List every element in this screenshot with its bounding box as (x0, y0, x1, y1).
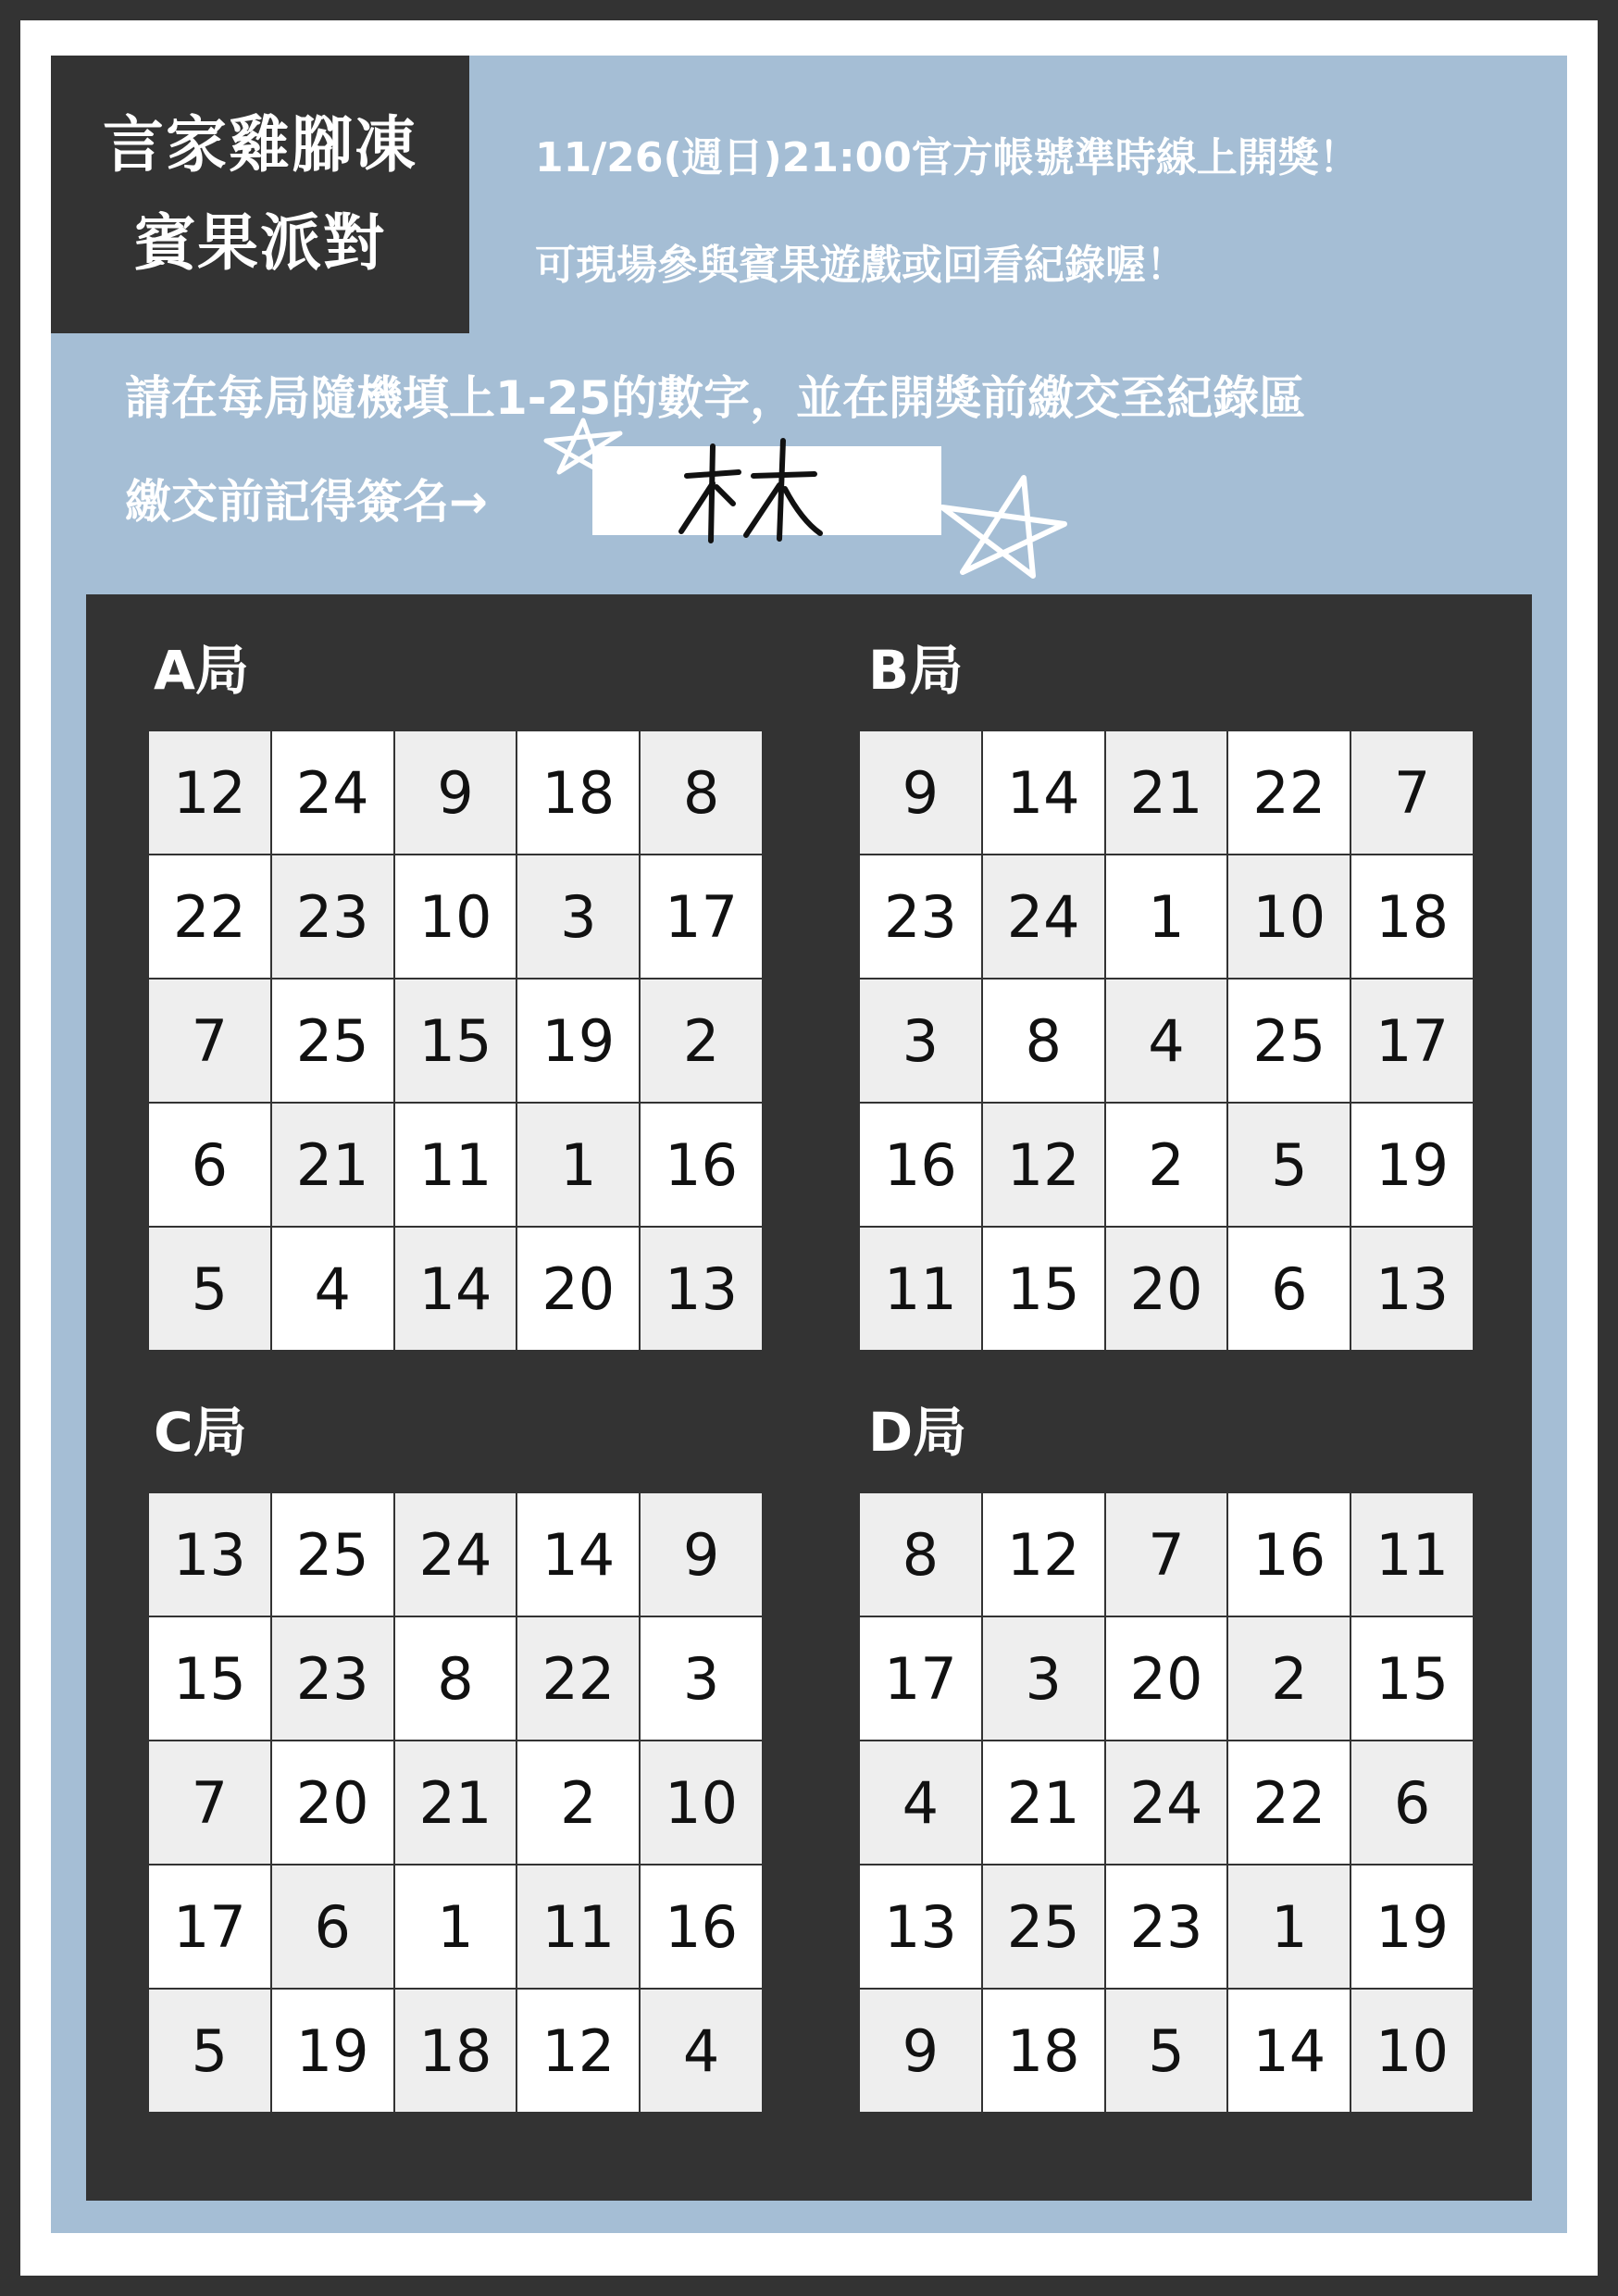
bingo-cell[interactable]: 14 (395, 1228, 517, 1350)
replay-info: 可現場參與賓果遊戲或回看紀錄喔！ (535, 242, 1187, 289)
bingo-cell[interactable]: 19 (1351, 1866, 1473, 1988)
bingo-cell[interactable]: 21 (983, 1741, 1104, 1864)
bingo-cell[interactable]: 5 (149, 1228, 270, 1350)
bingo-cell[interactable]: 24 (983, 855, 1104, 978)
bingo-cell[interactable]: 16 (641, 1866, 762, 1988)
bingo-cell[interactable]: 14 (1228, 1990, 1350, 2112)
bingo-cell[interactable]: 15 (1351, 1617, 1473, 1740)
bingo-cell[interactable]: 15 (395, 980, 517, 1102)
bingo-cell[interactable]: 4 (1106, 980, 1227, 1102)
bingo-cell[interactable]: 24 (1106, 1741, 1227, 1864)
bingo-cell[interactable]: 20 (1106, 1228, 1227, 1350)
bingo-cell[interactable]: 21 (1106, 731, 1227, 854)
bingo-cell[interactable]: 10 (1228, 855, 1350, 978)
bingo-cell[interactable]: 21 (395, 1741, 517, 1864)
bingo-cell[interactable]: 17 (149, 1866, 270, 1988)
bingo-cell[interactable]: 11 (517, 1866, 639, 1988)
bingo-cell[interactable]: 12 (983, 1104, 1104, 1226)
bingo-cell[interactable]: 11 (1351, 1493, 1473, 1616)
bingo-cell[interactable]: 13 (860, 1866, 981, 1988)
round-label-c: C局 (154, 1401, 247, 1464)
bingo-cell[interactable]: 14 (983, 731, 1104, 854)
bingo-cell[interactable]: 9 (860, 1990, 981, 2112)
bingo-cell[interactable]: 10 (1351, 1990, 1473, 2112)
bingo-cell[interactable]: 10 (641, 1741, 762, 1864)
bingo-cell[interactable]: 19 (1351, 1104, 1473, 1226)
bingo-cell[interactable]: 25 (983, 1866, 1104, 1988)
bingo-cell[interactable]: 7 (149, 980, 270, 1102)
bingo-cell[interactable]: 2 (641, 980, 762, 1102)
bingo-cell[interactable]: 8 (983, 980, 1104, 1102)
star-doodle-icon (935, 470, 1074, 581)
bingo-cell[interactable]: 4 (272, 1228, 393, 1350)
bingo-cell[interactable]: 7 (1106, 1493, 1227, 1616)
bingo-cell[interactable]: 14 (517, 1493, 639, 1616)
bingo-cell[interactable]: 22 (517, 1617, 639, 1740)
bingo-cell[interactable]: 17 (860, 1617, 981, 1740)
bingo-cell[interactable]: 22 (1228, 731, 1350, 854)
bingo-cell[interactable]: 11 (860, 1228, 981, 1350)
instruction-text: 請在每局隨機填上1-25的數字，並在開獎前繳交至紀錄區 (125, 371, 1306, 425)
bingo-board (86, 594, 1532, 2201)
bingo-cell[interactable]: 1 (1106, 855, 1227, 978)
bingo-cell[interactable]: 13 (641, 1228, 762, 1350)
bingo-cell[interactable]: 3 (517, 855, 639, 978)
bingo-cell[interactable]: 21 (272, 1104, 393, 1226)
bingo-cell[interactable]: 1 (517, 1104, 639, 1226)
bingo-grid-b (858, 730, 1475, 1352)
bingo-cell[interactable]: 18 (517, 731, 639, 854)
bingo-cell[interactable]: 2 (517, 1741, 639, 1864)
round-label-d: D局 (868, 1401, 967, 1464)
bingo-cell[interactable]: 25 (1228, 980, 1350, 1102)
bingo-cell[interactable]: 2 (1228, 1617, 1350, 1740)
bingo-cell[interactable]: 17 (1351, 980, 1473, 1102)
title-line-1: 言家雞腳凍 (103, 109, 417, 181)
bingo-cell[interactable]: 13 (1351, 1228, 1473, 1350)
bingo-cell[interactable]: 12 (149, 731, 270, 854)
bingo-cell[interactable]: 9 (395, 731, 517, 854)
bingo-cell[interactable]: 5 (1106, 1990, 1227, 2112)
bingo-cell[interactable]: 12 (983, 1493, 1104, 1616)
bingo-cell[interactable]: 25 (272, 980, 393, 1102)
bingo-cell[interactable]: 9 (860, 731, 981, 854)
title-box (51, 56, 469, 333)
bingo-cell[interactable]: 24 (395, 1493, 517, 1616)
bingo-cell[interactable]: 6 (1228, 1228, 1350, 1350)
bingo-cell[interactable]: 5 (149, 1990, 270, 2112)
bingo-cell[interactable]: 17 (641, 855, 762, 978)
bingo-cell[interactable]: 8 (395, 1617, 517, 1740)
bingo-cell[interactable]: 23 (1106, 1866, 1227, 1988)
bingo-cell[interactable]: 19 (517, 980, 639, 1102)
bingo-cell[interactable]: 11 (395, 1104, 517, 1226)
bingo-cell[interactable]: 22 (149, 855, 270, 978)
draw-time-info: 11/26(週日)21:00官方帳號準時線上開獎！ (535, 134, 1360, 181)
bingo-cell[interactable]: 15 (149, 1617, 270, 1740)
bingo-cell[interactable]: 20 (1106, 1617, 1227, 1740)
bingo-cell[interactable]: 16 (860, 1104, 981, 1226)
bingo-cell[interactable]: 22 (1228, 1741, 1350, 1864)
bingo-cell[interactable]: 7 (149, 1741, 270, 1864)
bingo-cell[interactable]: 8 (860, 1493, 981, 1616)
bingo-cell[interactable]: 9 (641, 1493, 762, 1616)
bingo-cell[interactable]: 6 (149, 1104, 270, 1226)
bingo-cell[interactable]: 6 (272, 1866, 393, 1988)
bingo-cell[interactable]: 18 (395, 1990, 517, 2112)
bingo-cell[interactable]: 3 (641, 1617, 762, 1740)
bingo-cell[interactable]: 1 (1228, 1866, 1350, 1988)
bingo-cell[interactable]: 20 (272, 1741, 393, 1864)
bingo-cell[interactable]: 12 (517, 1990, 639, 2112)
bingo-cell[interactable]: 5 (1228, 1104, 1350, 1226)
bingo-cell[interactable]: 2 (1106, 1104, 1227, 1226)
bingo-cell[interactable]: 24 (272, 731, 393, 854)
bingo-cell[interactable]: 1 (395, 1866, 517, 1988)
bingo-cell[interactable]: 23 (860, 855, 981, 978)
handwritten-signature (676, 428, 824, 548)
bingo-cell[interactable]: 23 (272, 855, 393, 978)
bingo-cell[interactable]: 10 (395, 855, 517, 978)
bingo-cell[interactable]: 8 (641, 731, 762, 854)
bingo-cell[interactable]: 3 (983, 1617, 1104, 1740)
bingo-cell[interactable]: 16 (641, 1104, 762, 1226)
bingo-grid-d (858, 1491, 1475, 2114)
bingo-cell[interactable]: 18 (1351, 855, 1473, 978)
title-line-2: 賓果派對 (134, 207, 386, 279)
bingo-cell[interactable]: 4 (641, 1990, 762, 2112)
round-label-b: B局 (868, 639, 964, 702)
bingo-cell[interactable]: 3 (860, 980, 981, 1102)
bingo-grid-c (147, 1491, 764, 2114)
bingo-cell[interactable]: 6 (1351, 1741, 1473, 1864)
bingo-cell[interactable]: 25 (272, 1493, 393, 1616)
bingo-cell[interactable]: 7 (1351, 731, 1473, 854)
bingo-cell[interactable]: 13 (149, 1493, 270, 1616)
bingo-cell[interactable]: 20 (517, 1228, 639, 1350)
bingo-cell[interactable]: 16 (1228, 1493, 1350, 1616)
sign-label: 繳交前記得簽名→ (125, 475, 488, 529)
round-label-a: A局 (154, 639, 249, 702)
bingo-cell[interactable]: 4 (860, 1741, 981, 1864)
bingo-grid-a (147, 730, 764, 1352)
bingo-cell[interactable]: 15 (983, 1228, 1104, 1350)
bingo-cell[interactable]: 23 (272, 1617, 393, 1740)
bingo-cell[interactable]: 19 (272, 1990, 393, 2112)
bingo-cell[interactable]: 18 (983, 1990, 1104, 2112)
star-doodle-icon (537, 415, 629, 480)
